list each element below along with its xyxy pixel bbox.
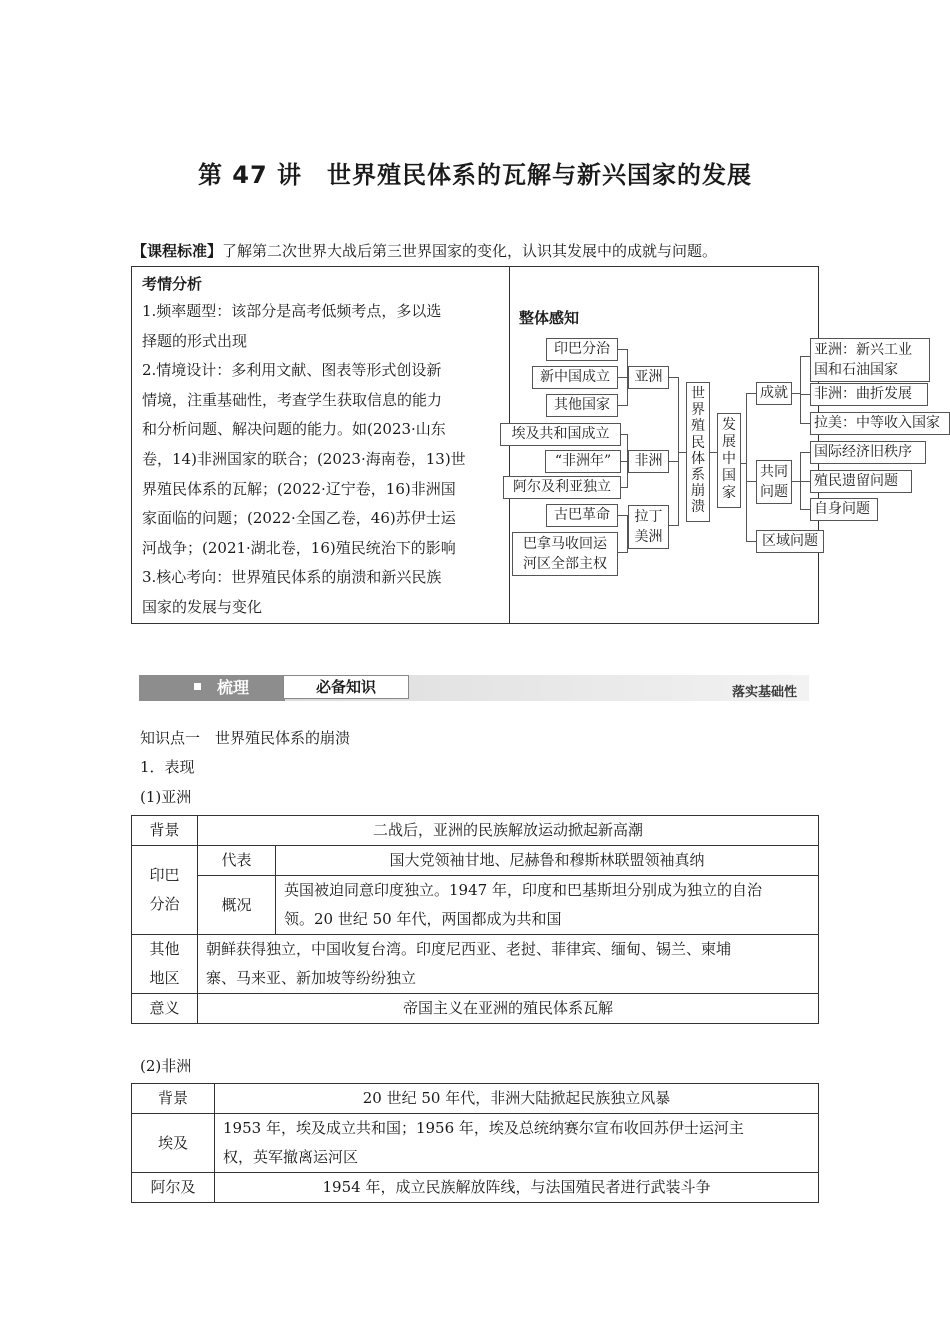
page-title: 第 47 讲 世界殖民体系的瓦解与新兴国家的发展 [197, 161, 753, 189]
cell-line: 朝鲜获得独立，中国收复台湾。印度尼西亚、老挝、菲律宾、缅甸、锡兰、柬埔 [206, 940, 732, 958]
map-node-asia: 亚洲 [628, 366, 669, 389]
map-node-africa: 非洲 [628, 450, 669, 473]
map-node-africa-achievement: 非洲：曲折发展 [810, 383, 928, 406]
table-row-label: 意义 [132, 994, 198, 1024]
analysis-line: 国家的发展与变化 [142, 597, 263, 616]
analysis-line: 家面临的问题；(2022·全国乙卷，46)苏伊士运 [142, 509, 456, 528]
table-row-label: 阿尔及 [132, 1173, 215, 1203]
map-node-line: 巴拿马收回运 [523, 536, 607, 552]
africa-table [131, 1083, 819, 1203]
table-cell [276, 876, 819, 935]
cell-line: 1953 年，埃及成立共和国；1956 年，埃及总统纳赛尔宣布收回苏伊士运河主 [223, 1119, 744, 1137]
table-sub-label: 概况 [198, 876, 276, 935]
table-row-label: 背景 [132, 1084, 215, 1114]
banner-label-left: 梳理 [217, 678, 250, 697]
table-cell [198, 935, 819, 994]
course-standard-label: 【课程标准】 [132, 242, 223, 260]
map-node-common-problems [756, 460, 792, 504]
map-node-line: 拉丁 [634, 509, 663, 525]
analysis-line: 河战争；(2021·湖北卷，16)殖民统治下的影响 [142, 538, 456, 557]
analysis-line: 1.频率题型：该部分是高考低频考点，多以选 [142, 302, 442, 320]
analysis-line: 和分析问题、解决问题的能力。如(2023·山东 [142, 420, 446, 439]
table-row-label [132, 935, 198, 994]
map-node-own-problems: 自身问题 [810, 498, 878, 521]
map-node-india-pakistan: 印巴分治 [546, 338, 618, 361]
map-node-egypt-republic: 埃及共和国成立 [500, 423, 621, 446]
table-cell: 二战后，亚洲的民族解放运动掀起新高潮 [198, 816, 819, 846]
table-cell: 帝国主义在亚洲的殖民体系瓦解 [198, 994, 819, 1024]
map-node-line: 河区全部主权 [523, 556, 607, 572]
analysis-line: 卷，14)非洲国家的联合；(2023·海南卷，13)世 [142, 449, 466, 468]
course-standard [132, 240, 832, 261]
table-row-label: 背景 [132, 816, 198, 846]
analysis-line: 2.情境设计：多利用文献、图表等形式创设新 [142, 361, 442, 380]
exam-analysis-cell [132, 267, 510, 624]
africa-heading: (2)非洲 [140, 1057, 192, 1075]
overview-title: 整体感知 [519, 309, 580, 327]
label-line: 地区 [149, 969, 180, 987]
map-node-latam-achievement: 拉美：中等收入国家 [810, 412, 950, 435]
map-node-vertical-text: 发展中国家 [722, 417, 736, 501]
table-cell [215, 1114, 819, 1173]
cell-line: 领。20 世纪 50 年代，两国都成为共和国 [284, 910, 562, 928]
square-bullet-icon [194, 683, 201, 690]
map-node-line: 亚洲：新兴工业 [814, 342, 912, 358]
map-node-achievements: 成就 [756, 382, 792, 405]
map-node-developing-countries [717, 413, 741, 508]
table-cell: 国大党领袖甘地、尼赫鲁和穆斯林联盟领袖真纳 [276, 846, 819, 876]
table-cell: 20 世纪 50 年代，非洲大陆掀起民族独立风暴 [215, 1084, 819, 1114]
asia-table [131, 815, 819, 1024]
map-node-colonial-legacy: 殖民遗留问题 [810, 470, 912, 493]
cell-line: 英国被迫同意印度独立。1947 年，印度和巴基斯坦分别成为独立的自治 [284, 881, 762, 899]
map-node-line: 共同 [760, 464, 788, 480]
section-banner [139, 675, 809, 701]
table-row-label: 埃及 [132, 1114, 215, 1173]
map-node-line: 美洲 [634, 529, 663, 545]
table-cell: 1954 年，成立民族解放阵线，与法国殖民者进行武装斗争 [215, 1173, 819, 1203]
asia-heading: (1)亚洲 [140, 788, 192, 806]
map-node-latin-america [628, 505, 669, 549]
course-standard-text: 了解第二次世界大战后第三世界国家的变化，认识其发展中的成就与问题。 [222, 242, 718, 260]
cell-line: 寨、马来亚、新加坡等纷纷独立 [206, 969, 417, 987]
analysis-line: 择题的形式出现 [142, 331, 248, 350]
analysis-line: 情境，注重基础性，考查学生获取信息的能力 [142, 390, 443, 409]
map-node-colonial-collapse [686, 382, 710, 522]
map-node-other-countries: 其他国家 [546, 394, 618, 417]
map-node-new-china: 新中国成立 [532, 366, 618, 389]
map-node-vertical-text: 世界殖民体系崩溃 [691, 386, 705, 516]
map-node-panama-canal [512, 532, 618, 576]
map-node-regional-problems: 区域问题 [756, 530, 824, 553]
analysis-line: 3.核心考向：世界殖民体系的崩溃和新兴民族 [142, 568, 442, 587]
map-node-algeria-independence: 阿尔及利亚独立 [503, 476, 621, 499]
banner-label-mid: 必备知识 [283, 675, 409, 699]
map-node-cuban-revolution: 古巴革命 [546, 504, 618, 527]
sub-heading: 1．表现 [140, 758, 195, 776]
map-node-africa-year: “非洲年” [545, 450, 621, 473]
analysis-line: 界殖民体系的瓦解；(2022·辽宁卷，16)非洲国 [142, 479, 456, 498]
label-line: 印巴 [149, 866, 180, 884]
map-node-asia-achievement [810, 338, 930, 382]
overview-table [131, 266, 819, 624]
map-node-old-economic-order: 国际经济旧秩序 [810, 441, 926, 464]
table-row-label [132, 846, 198, 935]
label-line: 分治 [149, 895, 180, 913]
exam-analysis-heading: 考情分析 [142, 275, 203, 293]
label-line: 其他 [149, 940, 180, 958]
table-sub-label: 代表 [198, 846, 276, 876]
knowledge-point-heading: 知识点一 世界殖民体系的崩溃 [140, 729, 351, 747]
banner-label-right: 落实基础性 [731, 685, 797, 700]
cell-line: 权，英军撤离运河区 [223, 1148, 359, 1166]
map-node-line: 问题 [760, 484, 788, 500]
map-node-line: 国和石油国家 [814, 362, 898, 378]
